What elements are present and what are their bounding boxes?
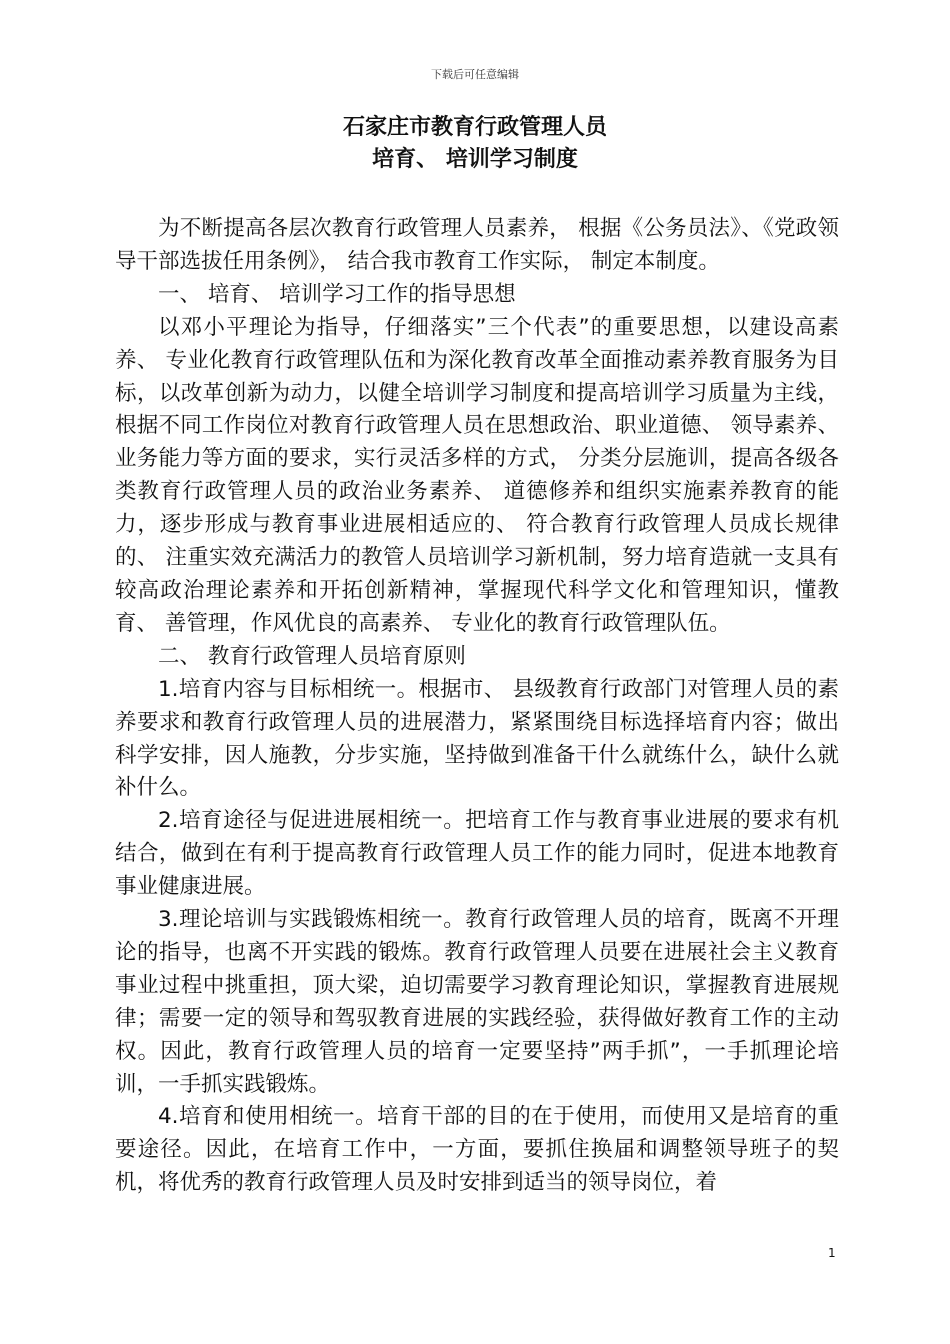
section-heading-2: 二、 教育行政管理人员培育原则 [158,643,466,669]
section-heading-1: 一、 培育、 培训学习工作的指导思想 [158,281,516,307]
paragraph-principle-2: 2.培育途径与促进进展相统一。把培育工作与教育事业进展的要求有机结合，做到在有利于提高教育行政管理人员工作的能力同时，促进本地教育事业健康进展。 [115,808,839,900]
page-header: 下载后可任意编辑 [431,68,519,81]
page-number: 1 [828,1246,836,1260]
paragraph-principle-4: 4.培育和使用相统一。培育干部的目的在于使用，而使用又是培育的重要途径。因此，在培育工作中，一方面，要抓住换届和调整领导班子的契机，将优秀的教育行政管理人员及时安排到适当的领导岗位，着 [115,1104,839,1196]
document-title-line1: 石家庄市教育行政管理人员 [342,115,607,140]
paragraph-principle-3: 3.理论培训与实践锻炼相统一。教育行政管理人员的培育，既离不开理论的指导，也离不开实践的锻炼。教育行政管理人员要在进展社会主义教育事业过程中挑重担，顶大梁，迫切需要学习教育理论知识，掌握教育进展规律；需要一定的领导和驾驭教育进展的实践经验，获得做好教育工作的主动权。因此，教育行政管理人员的培育一定要坚持”两手抓”，一手抓理论培训，一手抓实践锻炼。 [115,907,839,1097]
paragraph-principle-1: 1.培育内容与目标相统一。根据市、 县级教育行政部门对管理人员的素养要求和教育行政管理人员的进展潜力，紧紧围绕目标选择培育内容；做出科学安排，因人施教，分步实施，坚持做到准备干什么就练什么，缺什么就补什么。 [115,676,839,801]
document-title-line2: 培育、 培训学习制度 [372,147,578,172]
document-body [115,213,839,1200]
paragraph-guiding-thought: 以邓小平理论为指导，仔细落实”三个代表”的重要思想，以建设高素养、 专业化教育行政管理队伍和为深化教育改革全面推动素养教育服务为目标，以改革创新为动力，以健全培训学习制度和提高培训学习质量为主线，根据不同工作岗位对教育行政管理人员在思想政治、职业道德、 领导素养、 业务能力等方面的要求，实行灵活多样的方式， 分类分层施训，提高各级各类教育行政管理人员的政治业务素养、 道德修养和组织实施素养教育的能力，逐步形成与教育事业进展相适应的、 符合教育行政管理人员成长规律的、 注重实效充满活力的教管人员培训学习新机制，努力培育造就一支具有较高政治理论素养和开拓创新精神，掌握现代科学文化和管理知识，懂教育、 善管理，作风优良的高素养、 专业化的教育行政管理队伍。 [115,314,839,636]
paragraph-intro: 为不断提高各层次教育行政管理人员素养， 根据《公务员法》、《党政领导干部选拔任用条例》， 结合我市教育工作实际， 制定本制度。 [115,216,839,274]
